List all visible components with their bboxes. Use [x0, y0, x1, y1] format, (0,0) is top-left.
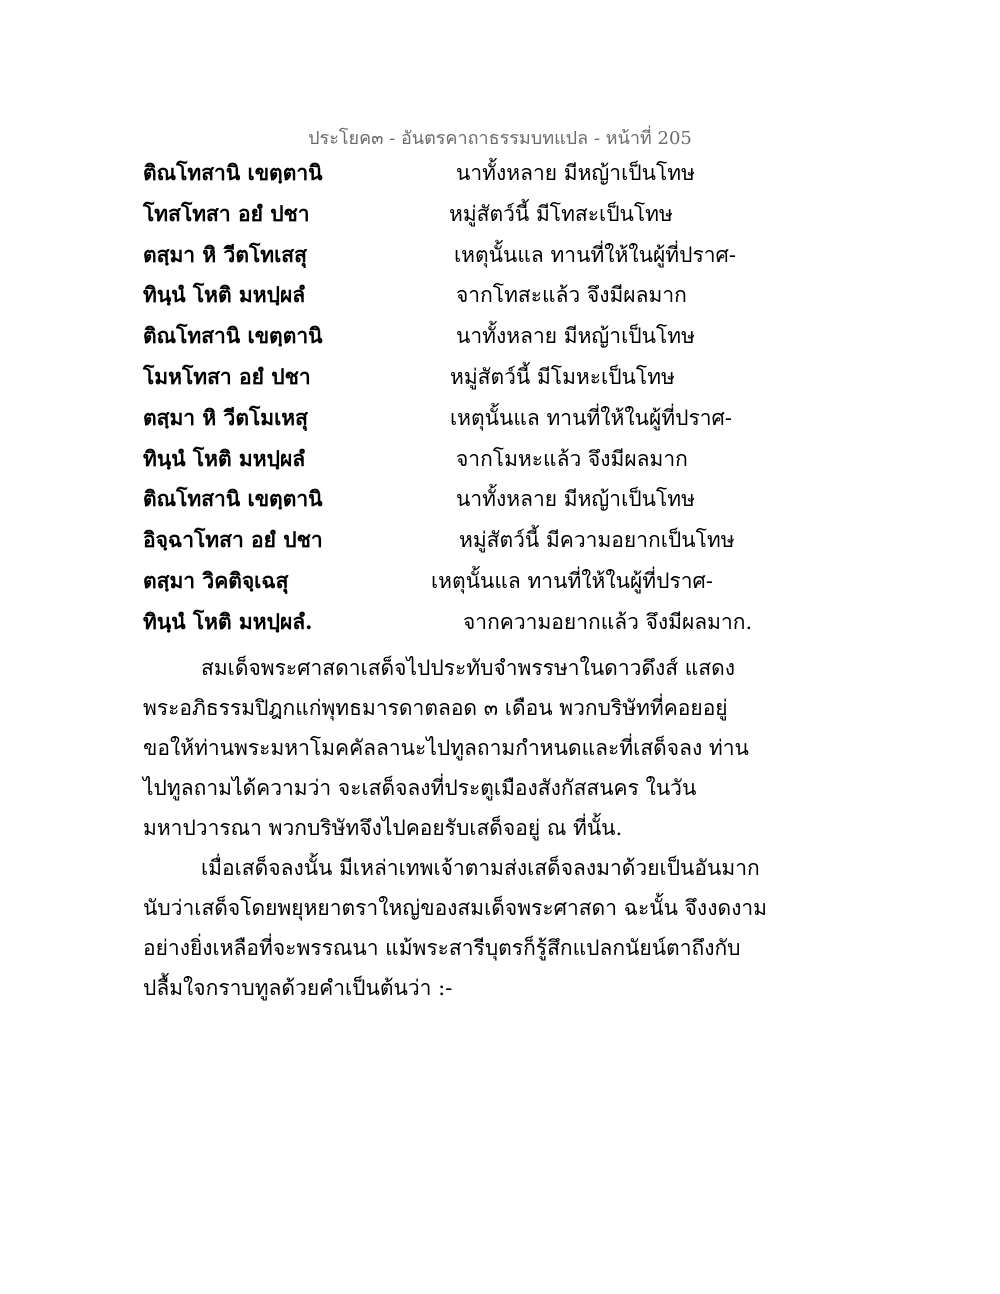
thai-translation: หมู่สัตว์นี้ มีโมหะเป็นโทษ	[450, 364, 675, 389]
paragraph-line: นับว่าเสด็จโดยพยุหยาตราใหญ่ของสมเด็จพระศาสดา ฉะนั้น จึงงดงาม	[143, 896, 767, 920]
thai-translation: เหตุนั้นแล ทานที่ให้ในผู้ที่ปราศ-	[454, 242, 736, 267]
verse-row	[143, 321, 763, 362]
thai-translation: จากโมหะแล้ว จึงมีผลมาก	[456, 446, 688, 471]
thai-translation: เหตุนั้นแล ทานที่ให้ในผู้ที่ปราศ-	[431, 568, 713, 593]
thai-translation: หมู่สัตว์นี้ มีความอยากเป็นโทษ	[459, 528, 735, 553]
paragraph-line: ปลื้มใจกราบทูลด้วยคำเป็นต้นว่า :-	[143, 976, 453, 1000]
verse-row	[143, 444, 763, 485]
paragraph-line: เมื่อเสด็จลงนั้น มีเหล่าเทพเจ้าตามส่งเสด็จลงมาด้วยเป็นอันมาก	[201, 856, 760, 880]
paragraph-line: ขอให้ท่านพระมหาโมคคัลลานะไปทูลถามกำหนดและที่เสด็จลง ท่าน	[143, 736, 749, 760]
verse-row	[143, 607, 763, 648]
pali-verse: ทินฺนํ โหติ มหปฺผลํ	[143, 282, 306, 308]
verse-row	[143, 362, 763, 403]
prose-section	[143, 648, 767, 1008]
verse-row	[143, 525, 763, 566]
pali-verse: ติณโทสานิ เขตฺตานิ	[143, 160, 323, 185]
thai-translation: นาทั้งหลาย มีหญ้าเป็นโทษ	[456, 324, 695, 349]
pali-verse: โทสโทสา อยํ ปชา	[143, 200, 310, 226]
paragraph-line: มหาปวารณา พวกบริษัทจึงไปคอยรับเสด็จอยู่ ณ ที่นั้น.	[143, 816, 623, 840]
verse-row	[143, 158, 763, 199]
pali-verse: ทินฺนํ โหติ มหปฺผลํ.	[143, 608, 313, 634]
pali-verse: ติณโทสานิ เขตฺตานิ	[143, 323, 323, 349]
paragraph-line: พระอภิธรรมปิฎกแก่พุทธมารดาตลอด ๓ เดือน พวกบริษัทที่คอยอยู่	[143, 696, 728, 720]
thai-translation: จากความอยากแล้ว จึงมีผลมาก.	[463, 609, 753, 634]
thai-translation: นาทั้งหลาย มีหญ้าเป็นโทษ	[456, 487, 695, 512]
thai-translation: จากโทสะแล้ว จึงมีผลมาก	[456, 283, 687, 308]
pali-verse: อิจฺฉาโทสา อยํ ปชา	[143, 527, 323, 553]
page-header: ประโยค๓ - อันตรคาถาธรรมบทแปล - หน้าที่ 205	[308, 128, 692, 149]
paragraph-line: ไปทูลถามได้ความว่า จะเสด็จลงที่ประตูเมืองสังกัสสนคร ในวัน	[143, 776, 697, 800]
verse-row	[143, 566, 763, 607]
thai-translation: นาทั้งหลาย มีหญ้าเป็นโทษ	[456, 161, 695, 185]
verse-row	[143, 280, 763, 321]
verse-row	[143, 484, 763, 525]
pali-verse: ติณโทสานิ เขตฺตานิ	[143, 486, 323, 512]
pali-verse: โมหโทสา อยํ ปชา	[143, 363, 311, 389]
paragraph-line: สมเด็จพระศาสดาเสด็จไปประทับจำพรรษาในดาวดึงส์ แสดง	[201, 656, 736, 680]
thai-translation: เหตุนั้นแล ทานที่ให้ในผู้ที่ปราศ-	[450, 405, 732, 430]
thai-translation: หมู่สัตว์นี้ มีโทสะเป็นโทษ	[449, 201, 673, 226]
paragraph	[143, 648, 749, 848]
verse-row	[143, 403, 763, 444]
pali-verse: ทินฺนํ โหติ มหปฺผลํ	[143, 445, 306, 471]
paragraph	[143, 848, 767, 1008]
pali-verse: ตสฺมา วิคติจฺเฉสุ	[143, 567, 289, 593]
pali-verse: ตสฺมา หิ วีตโมเหสุ	[143, 404, 308, 430]
paragraph-line: อย่างยิ่งเหลือที่จะพรรณนา แม้พระสารีบุตรก็รู้สึกแปลกนัยน์ตาถึงกับ	[143, 936, 741, 960]
verse-row	[143, 240, 763, 281]
pali-verse: ตสฺมา หิ วีตโทเสสุ	[143, 241, 307, 267]
verse-row	[143, 199, 763, 240]
verse-section	[143, 158, 763, 648]
